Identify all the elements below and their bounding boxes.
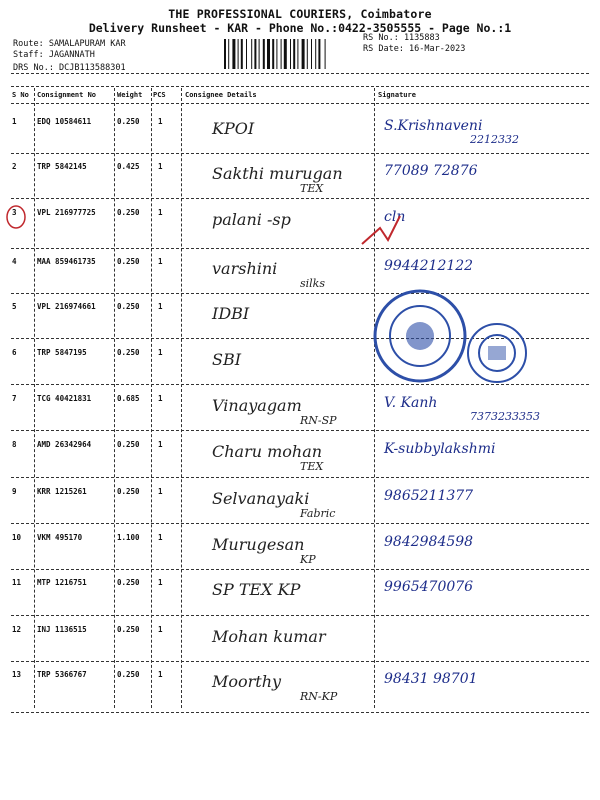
red-circle-mark-icon [5,204,27,230]
row-consignee: Murugesan [212,535,305,554]
row-divider [11,293,589,294]
row-pcs: 1 [158,302,163,311]
row-consignee-extra: silks [300,277,325,290]
row-weight: 0.425 [117,162,140,171]
row-sno: 1 [12,117,17,126]
row-consignee: palani -sp [212,210,291,229]
row-consignee-extra: RN-KP [300,690,338,703]
row-divider [11,569,589,570]
red-tick-icon [360,210,430,250]
row-sno: 4 [12,257,17,266]
row-consignee: Moorthy [212,672,282,691]
row-signature-extra: 2212332 [470,133,519,146]
row-consignee-extra: KP [300,553,316,566]
row-consignee: IDBI [212,304,250,323]
col-header-signature: Signature [378,91,416,99]
barcode-bar [293,39,295,69]
barcode-bar [318,39,320,69]
row-consignment-no: MAA 859461735 [37,257,96,266]
row-pcs: 1 [158,117,163,126]
row-consignment-no: INJ 1136515 [37,625,87,634]
row-consignment-no: TRP 5847195 [37,348,87,357]
barcode-bar [307,39,308,69]
barcode-bar [251,39,252,69]
barcode-bar [224,39,226,69]
barcode-bar [325,39,326,69]
row-consignee: SP TEX KP [212,580,301,599]
barcode-bar [315,39,316,69]
barcode-bar [272,39,274,69]
barcode-bar [267,39,270,69]
row-signature: 9865211377 [384,488,474,504]
row-consignment-no: AMD 26342964 [37,440,92,449]
rs-date: RS Date: 16-Mar-2023 [363,44,466,54]
barcode-bar [228,39,229,69]
barcode-bar [302,39,305,69]
row-weight: 1.100 [117,533,140,542]
row-divider [11,384,589,385]
barcode-bar [232,39,235,69]
row-consignee-extra: RN-SP [300,414,337,427]
row-divider [11,198,589,199]
row-weight: 0.250 [117,487,140,496]
row-consignee: SBI [212,350,242,369]
row-pcs: 1 [158,257,163,266]
barcode-bar [281,39,282,69]
row-divider [11,430,589,431]
branch-stamp-icon [466,322,528,384]
row-sno: 6 [12,348,17,357]
col-header-consignee: Consignee Details [185,91,257,99]
row-signature: cln [384,209,406,225]
company-title: THE PROFESSIONAL COURIERS, Coimbatore [168,7,432,21]
col-header-pcs: PCS [153,91,166,99]
row-consignment-no: VPL 216974661 [37,302,96,311]
row-weight: 0.250 [117,348,140,357]
row-sno: 12 [12,625,22,634]
barcode [222,39,350,69]
drs-label: DRS No.: DCJB113588301 [13,63,126,73]
row-signature-extra: 7373233353 [470,410,540,423]
barcode-bar [297,39,298,69]
row-weight: 0.250 [117,670,140,679]
row-signature: 9965470076 [384,579,474,595]
row-consignee: varshini [212,259,278,278]
divider [11,103,589,104]
row-sno: 9 [12,487,17,496]
row-pcs: 1 [158,533,163,542]
row-weight: 0.250 [117,578,140,587]
barcode-bar [276,39,277,69]
barcode-bar [246,39,247,69]
row-divider [11,153,589,154]
row-consignment-no: TRP 5366767 [37,670,87,679]
row-consignee: Charu mohan [212,442,323,461]
row-pcs: 1 [158,578,163,587]
row-consignee-extra: TEX [300,460,324,473]
row-weight: 0.250 [117,117,140,126]
meta-left [13,39,126,74]
row-signature: V. Kanh [384,395,438,411]
bank-stamp-icon [372,288,468,384]
barcode-bar [254,39,256,69]
row-sno: 7 [12,394,17,403]
row-sno: 3 [12,208,17,217]
row-consignee: Selvanayaki [212,489,310,508]
row-sno: 8 [12,440,17,449]
rs-number: RS No.: 1135883 [363,33,440,43]
row-pcs: 1 [158,440,163,449]
row-weight: 0.685 [117,394,140,403]
row-sno: 10 [12,533,22,542]
row-sno: 5 [12,302,17,311]
row-pcs: 1 [158,394,163,403]
barcode-bar [311,39,312,69]
barcode-bar [259,39,260,69]
row-divider [11,712,589,713]
barcode-bar [284,39,287,69]
row-signature: S.Krishnaveni [384,118,483,134]
col-header-consignment: Consignment No [37,91,97,99]
row-sno: 2 [12,162,17,171]
row-consignment-no: VKM 495170 [37,533,83,542]
row-signature: 9842984598 [384,534,474,550]
row-consignee: Mohan kumar [212,627,326,646]
row-divider [11,615,589,616]
divider [11,86,589,87]
staff-label: Staff: JAGANNATH [13,50,95,60]
runsheet-subtitle: Delivery Runsheet - KAR - Phone No.:0422-3505555 - Page No.:1 [88,21,512,35]
row-pcs: 1 [158,670,163,679]
row-divider [11,523,589,524]
divider [11,73,589,74]
barcode-bar [290,39,291,69]
barcode-bar [263,39,265,69]
barcode-bar [238,39,239,69]
route-label: Route: SAMALAPURAM KAR [13,39,126,49]
row-weight: 0.250 [117,257,140,266]
row-divider [11,477,589,478]
row-divider [11,661,589,662]
row-weight: 0.250 [117,625,140,634]
row-weight: 0.250 [117,208,140,217]
row-consignment-no: TCG 40421831 [37,394,92,403]
row-pcs: 1 [158,348,163,357]
row-pcs: 1 [158,487,163,496]
row-consignee: Vinayagam [212,396,302,415]
col-header-weight: Weight [117,91,143,99]
row-pcs: 1 [158,162,163,171]
row-consignee-extra: Fabric [300,507,336,520]
row-weight: 0.250 [117,302,140,311]
row-signature: 9944212122 [384,258,474,274]
row-consignment-no: TRP 5842145 [37,162,87,171]
row-consignment-no: MTP 1216751 [37,578,87,587]
row-signature: 98431 98701 [384,671,478,687]
row-consignment-no: EDQ 10584611 [37,117,92,126]
row-signature: 77089 72876 [384,163,478,179]
row-consignment-no: VPL 216977725 [37,208,96,217]
row-sno: 11 [12,578,22,587]
row-signature: K-subbylakshmi [384,441,496,457]
col-header-sno: S No [12,91,29,99]
meta-right [363,33,465,55]
row-weight: 0.250 [117,440,140,449]
row-sno: 13 [12,670,22,679]
row-consignment-no: KRR 1215261 [37,487,87,496]
row-consignee: Sakthi murugan [212,164,343,183]
row-pcs: 1 [158,625,163,634]
row-pcs: 1 [158,208,163,217]
row-consignee-extra: TEX [300,182,324,195]
row-consignee: KPOI [212,119,255,138]
row-divider [11,248,589,249]
barcode-bar [241,39,243,69]
